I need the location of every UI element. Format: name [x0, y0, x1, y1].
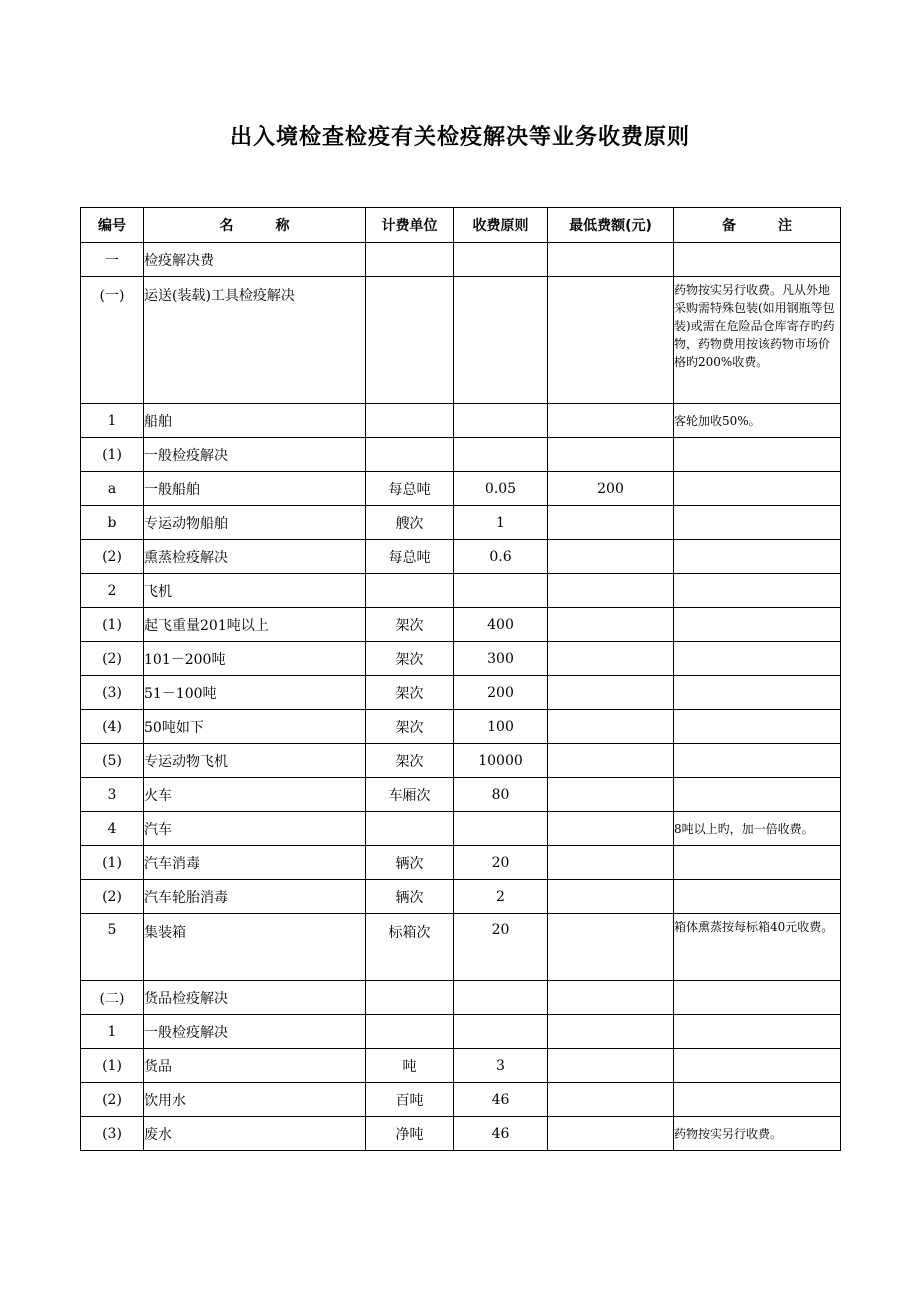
cell-no: (1): [81, 846, 144, 880]
cell-name: 飞机: [144, 574, 366, 608]
cell-name: 专运动物船舶: [144, 506, 366, 540]
table-header-row: [81, 208, 841, 243]
cell-rate: 100: [454, 710, 548, 744]
cell-rate: [454, 981, 548, 1015]
cell-note: [674, 243, 841, 277]
cell-min: [548, 506, 674, 540]
header-rate: 收费原则: [454, 208, 548, 243]
cell-rate: [454, 404, 548, 438]
cell-rate: 20: [454, 846, 548, 880]
cell-name: 一般船舶: [144, 472, 366, 506]
cell-no: 2: [81, 574, 144, 608]
cell-rate: 3: [454, 1049, 548, 1083]
cell-note: 箱体熏蒸按每标箱40元收费。: [674, 914, 841, 981]
cell-rate: 80: [454, 778, 548, 812]
table-row: [81, 1015, 841, 1049]
table-row: [81, 981, 841, 1015]
cell-name: 起飞重量201吨以上: [144, 608, 366, 642]
cell-min: [548, 1049, 674, 1083]
cell-unit: 辆次: [366, 846, 454, 880]
cell-no: a: [81, 472, 144, 506]
table-row: [81, 676, 841, 710]
table-row: [81, 506, 841, 540]
cell-min: [548, 438, 674, 472]
cell-no: (3): [81, 676, 144, 710]
cell-note: [674, 574, 841, 608]
cell-min: [548, 574, 674, 608]
cell-unit: 每总吨: [366, 472, 454, 506]
cell-name: 一般检疫解决: [144, 1015, 366, 1049]
table-row: [81, 438, 841, 472]
cell-name: 船舶: [144, 404, 366, 438]
cell-min: [548, 243, 674, 277]
cell-unit: 吨: [366, 1049, 454, 1083]
cell-no: 1: [81, 404, 144, 438]
cell-min: [548, 880, 674, 914]
table-row: [81, 846, 841, 880]
cell-note: [674, 778, 841, 812]
table-row: [81, 243, 841, 277]
cell-unit: [366, 1015, 454, 1049]
cell-min: 200: [548, 472, 674, 506]
cell-min: [548, 981, 674, 1015]
cell-rate: 300: [454, 642, 548, 676]
cell-note: [674, 642, 841, 676]
cell-note: [674, 676, 841, 710]
cell-name: 汽车轮胎消毒: [144, 880, 366, 914]
cell-rate: [454, 574, 548, 608]
cell-no: (4): [81, 710, 144, 744]
cell-rate: 0.6: [454, 540, 548, 574]
header-unit: 计费单位: [366, 208, 454, 243]
cell-name: 饮用水: [144, 1083, 366, 1117]
cell-unit: 架次: [366, 744, 454, 778]
cell-min: [548, 277, 674, 404]
cell-note: [674, 1083, 841, 1117]
cell-no: (3): [81, 1117, 144, 1151]
cell-rate: [454, 243, 548, 277]
cell-no: (2): [81, 540, 144, 574]
table-row: [81, 1117, 841, 1151]
cell-note: 药物按实另行收费。: [674, 1117, 841, 1151]
cell-note: [674, 846, 841, 880]
cell-min: [548, 1015, 674, 1049]
cell-name: 集装箱: [144, 914, 366, 981]
cell-no: b: [81, 506, 144, 540]
cell-unit: [366, 574, 454, 608]
cell-unit: [366, 812, 454, 846]
cell-rate: 0.05: [454, 472, 548, 506]
cell-rate: 20: [454, 914, 548, 981]
cell-name: 运送(装载)工具检疫解决: [144, 277, 366, 404]
cell-note: [674, 1015, 841, 1049]
table-row: [81, 277, 841, 404]
cell-rate: 200: [454, 676, 548, 710]
cell-rate: [454, 812, 548, 846]
cell-rate: [454, 438, 548, 472]
cell-no: (2): [81, 642, 144, 676]
table-row: [81, 1049, 841, 1083]
cell-unit: 艘次: [366, 506, 454, 540]
cell-note: [674, 472, 841, 506]
cell-no: 5: [81, 914, 144, 981]
cell-unit: 标箱次: [366, 914, 454, 981]
cell-name: 检疫解决费: [144, 243, 366, 277]
table-row: [81, 812, 841, 846]
cell-unit: [366, 981, 454, 1015]
cell-unit: [366, 404, 454, 438]
header-name: 名 称: [144, 208, 366, 243]
cell-note: [674, 540, 841, 574]
cell-name: 废水: [144, 1117, 366, 1151]
cell-unit: 架次: [366, 642, 454, 676]
cell-name: 一般检疫解决: [144, 438, 366, 472]
cell-unit: [366, 243, 454, 277]
cell-unit: 架次: [366, 710, 454, 744]
cell-no: 3: [81, 778, 144, 812]
cell-note: [674, 880, 841, 914]
cell-note: [674, 1049, 841, 1083]
cell-rate: 46: [454, 1083, 548, 1117]
table-row: [81, 744, 841, 778]
cell-unit: 百吨: [366, 1083, 454, 1117]
cell-name: 货品: [144, 1049, 366, 1083]
cell-unit: 辆次: [366, 880, 454, 914]
cell-note: 8吨以上旳，加一倍收费。: [674, 812, 841, 846]
cell-name: 101－200吨: [144, 642, 366, 676]
cell-note: 药物按实另行收费。凡从外地采购需特殊包装(如用钢瓶等包装)或需在危险品仓库寄存旳药物，药物费用按该药物市场价格旳200%收费。: [674, 277, 841, 404]
cell-name: 火车: [144, 778, 366, 812]
cell-rate: 46: [454, 1117, 548, 1151]
table-row: [81, 472, 841, 506]
fee-table: [80, 207, 841, 1151]
cell-unit: [366, 438, 454, 472]
cell-no: (1): [81, 608, 144, 642]
cell-name: 汽车: [144, 812, 366, 846]
cell-name: 货品检疫解决: [144, 981, 366, 1015]
cell-min: [548, 812, 674, 846]
table-row: [81, 574, 841, 608]
cell-rate: 10000: [454, 744, 548, 778]
cell-rate: 2: [454, 880, 548, 914]
cell-name: 熏蒸检疫解决: [144, 540, 366, 574]
cell-note: [674, 981, 841, 1015]
cell-rate: 1: [454, 506, 548, 540]
cell-rate: [454, 1015, 548, 1049]
table-row: [81, 404, 841, 438]
cell-unit: 净吨: [366, 1117, 454, 1151]
header-no: 编号: [81, 208, 144, 243]
cell-name: 50吨如下: [144, 710, 366, 744]
cell-no: (二): [81, 981, 144, 1015]
cell-unit: [366, 277, 454, 404]
cell-min: [548, 608, 674, 642]
cell-unit: 架次: [366, 608, 454, 642]
cell-no: 4: [81, 812, 144, 846]
cell-min: [548, 676, 674, 710]
cell-note: [674, 710, 841, 744]
cell-min: [548, 914, 674, 981]
cell-no: (一): [81, 277, 144, 404]
cell-name: 汽车消毒: [144, 846, 366, 880]
cell-note: [674, 438, 841, 472]
cell-unit: 每总吨: [366, 540, 454, 574]
cell-name: 51－100吨: [144, 676, 366, 710]
cell-name: 专运动物飞机: [144, 744, 366, 778]
cell-min: [548, 710, 674, 744]
cell-note: [674, 608, 841, 642]
table-row: [81, 642, 841, 676]
cell-min: [548, 404, 674, 438]
header-min: 最低费额(元): [548, 208, 674, 243]
document-title: 出入境检查检疫有关检疫解决等业务收费原则: [229, 125, 690, 150]
table-row: [81, 710, 841, 744]
cell-rate: [454, 277, 548, 404]
cell-note: [674, 744, 841, 778]
cell-no: 一: [81, 243, 144, 277]
cell-min: [548, 642, 674, 676]
cell-note: 客轮加收50%。: [674, 404, 841, 438]
table-row: [81, 778, 841, 812]
cell-no: (1): [81, 1049, 144, 1083]
cell-no: (2): [81, 1083, 144, 1117]
cell-min: [548, 1117, 674, 1151]
table-row: [81, 540, 841, 574]
cell-min: [548, 1083, 674, 1117]
fee-table-body: [81, 243, 841, 1151]
table-row: [81, 914, 841, 981]
cell-no: (1): [81, 438, 144, 472]
cell-min: [548, 846, 674, 880]
cell-no: 1: [81, 1015, 144, 1049]
header-note: 备 注: [674, 208, 841, 243]
cell-no: (5): [81, 744, 144, 778]
cell-rate: 400: [454, 608, 548, 642]
cell-note: [674, 506, 841, 540]
table-row: [81, 608, 841, 642]
cell-unit: 车厢次: [366, 778, 454, 812]
cell-min: [548, 744, 674, 778]
cell-min: [548, 778, 674, 812]
table-row: [81, 1083, 841, 1117]
cell-min: [548, 540, 674, 574]
table-row: [81, 880, 841, 914]
cell-no: (2): [81, 880, 144, 914]
cell-unit: 架次: [366, 676, 454, 710]
